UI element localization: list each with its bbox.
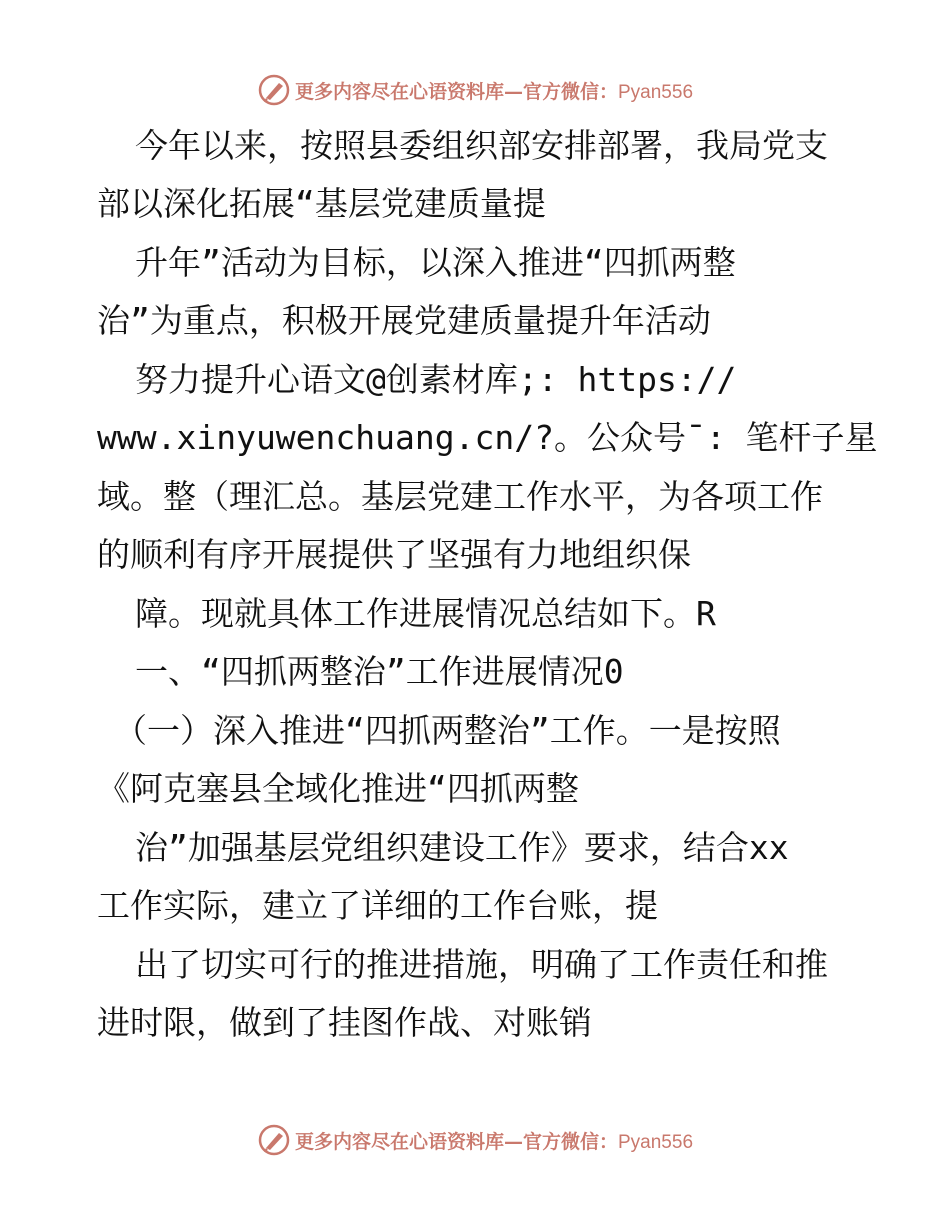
text-line: 努力提升心语文@创素材库;: https:// bbox=[135, 360, 737, 399]
text-line: www.xinyuwenchuang.cn/?。公众号¯: 笔杆子星 bbox=[97, 418, 878, 457]
text-line: 今年以来，按照县委组织部安排部署，我局党支 bbox=[135, 126, 828, 165]
watermark-handle: Pyan556 bbox=[618, 81, 694, 103]
text-line: 障。现就具体工作进展情况总结如下。R bbox=[135, 594, 716, 633]
text-line: 域。整（理汇总。基层党建工作水平，为各项工作 bbox=[97, 477, 823, 516]
text-line: 升年”活动为目标，以深入推进“四抓两整 bbox=[135, 243, 736, 282]
text-line: 工作实际，建立了详细的工作台账，提 bbox=[97, 886, 658, 925]
watermark-text: 更多内容尽在心语资料库—官方微信： bbox=[294, 80, 618, 103]
text-line: 出了切实可行的推进措施，明确了工作责任和推 bbox=[135, 945, 828, 984]
section-heading: 一、“四抓两整治”工作进展情况0 bbox=[135, 652, 624, 691]
text-line: 进时限，做到了挂图作战、对账销 bbox=[97, 1003, 592, 1042]
text-line: 治”为重点，积极开展党建质量提升年活动 bbox=[97, 301, 711, 340]
pen-logo-icon bbox=[257, 73, 291, 107]
pen-logo-icon bbox=[257, 1123, 291, 1157]
watermark-text: 更多内容尽在心语资料库—官方微信： bbox=[294, 1130, 618, 1153]
watermark-banner-top bbox=[0, 70, 950, 110]
text-line: （一）深入推进“四抓两整治”工作。一是按照 bbox=[114, 711, 781, 750]
watermark-banner-bottom bbox=[0, 1120, 950, 1160]
text-line: 《阿克塞县全域化推进“四抓两整 bbox=[97, 769, 579, 808]
watermark-handle: Pyan556 bbox=[618, 1131, 694, 1153]
text-line: 治”加强基层党组织建设工作》要求，结合xx bbox=[135, 828, 789, 867]
text-line: 部以深化拓展“基层党建质量提 bbox=[97, 184, 546, 223]
text-line: 的顺利有序开展提供了坚强有力地组织保 bbox=[97, 535, 691, 574]
